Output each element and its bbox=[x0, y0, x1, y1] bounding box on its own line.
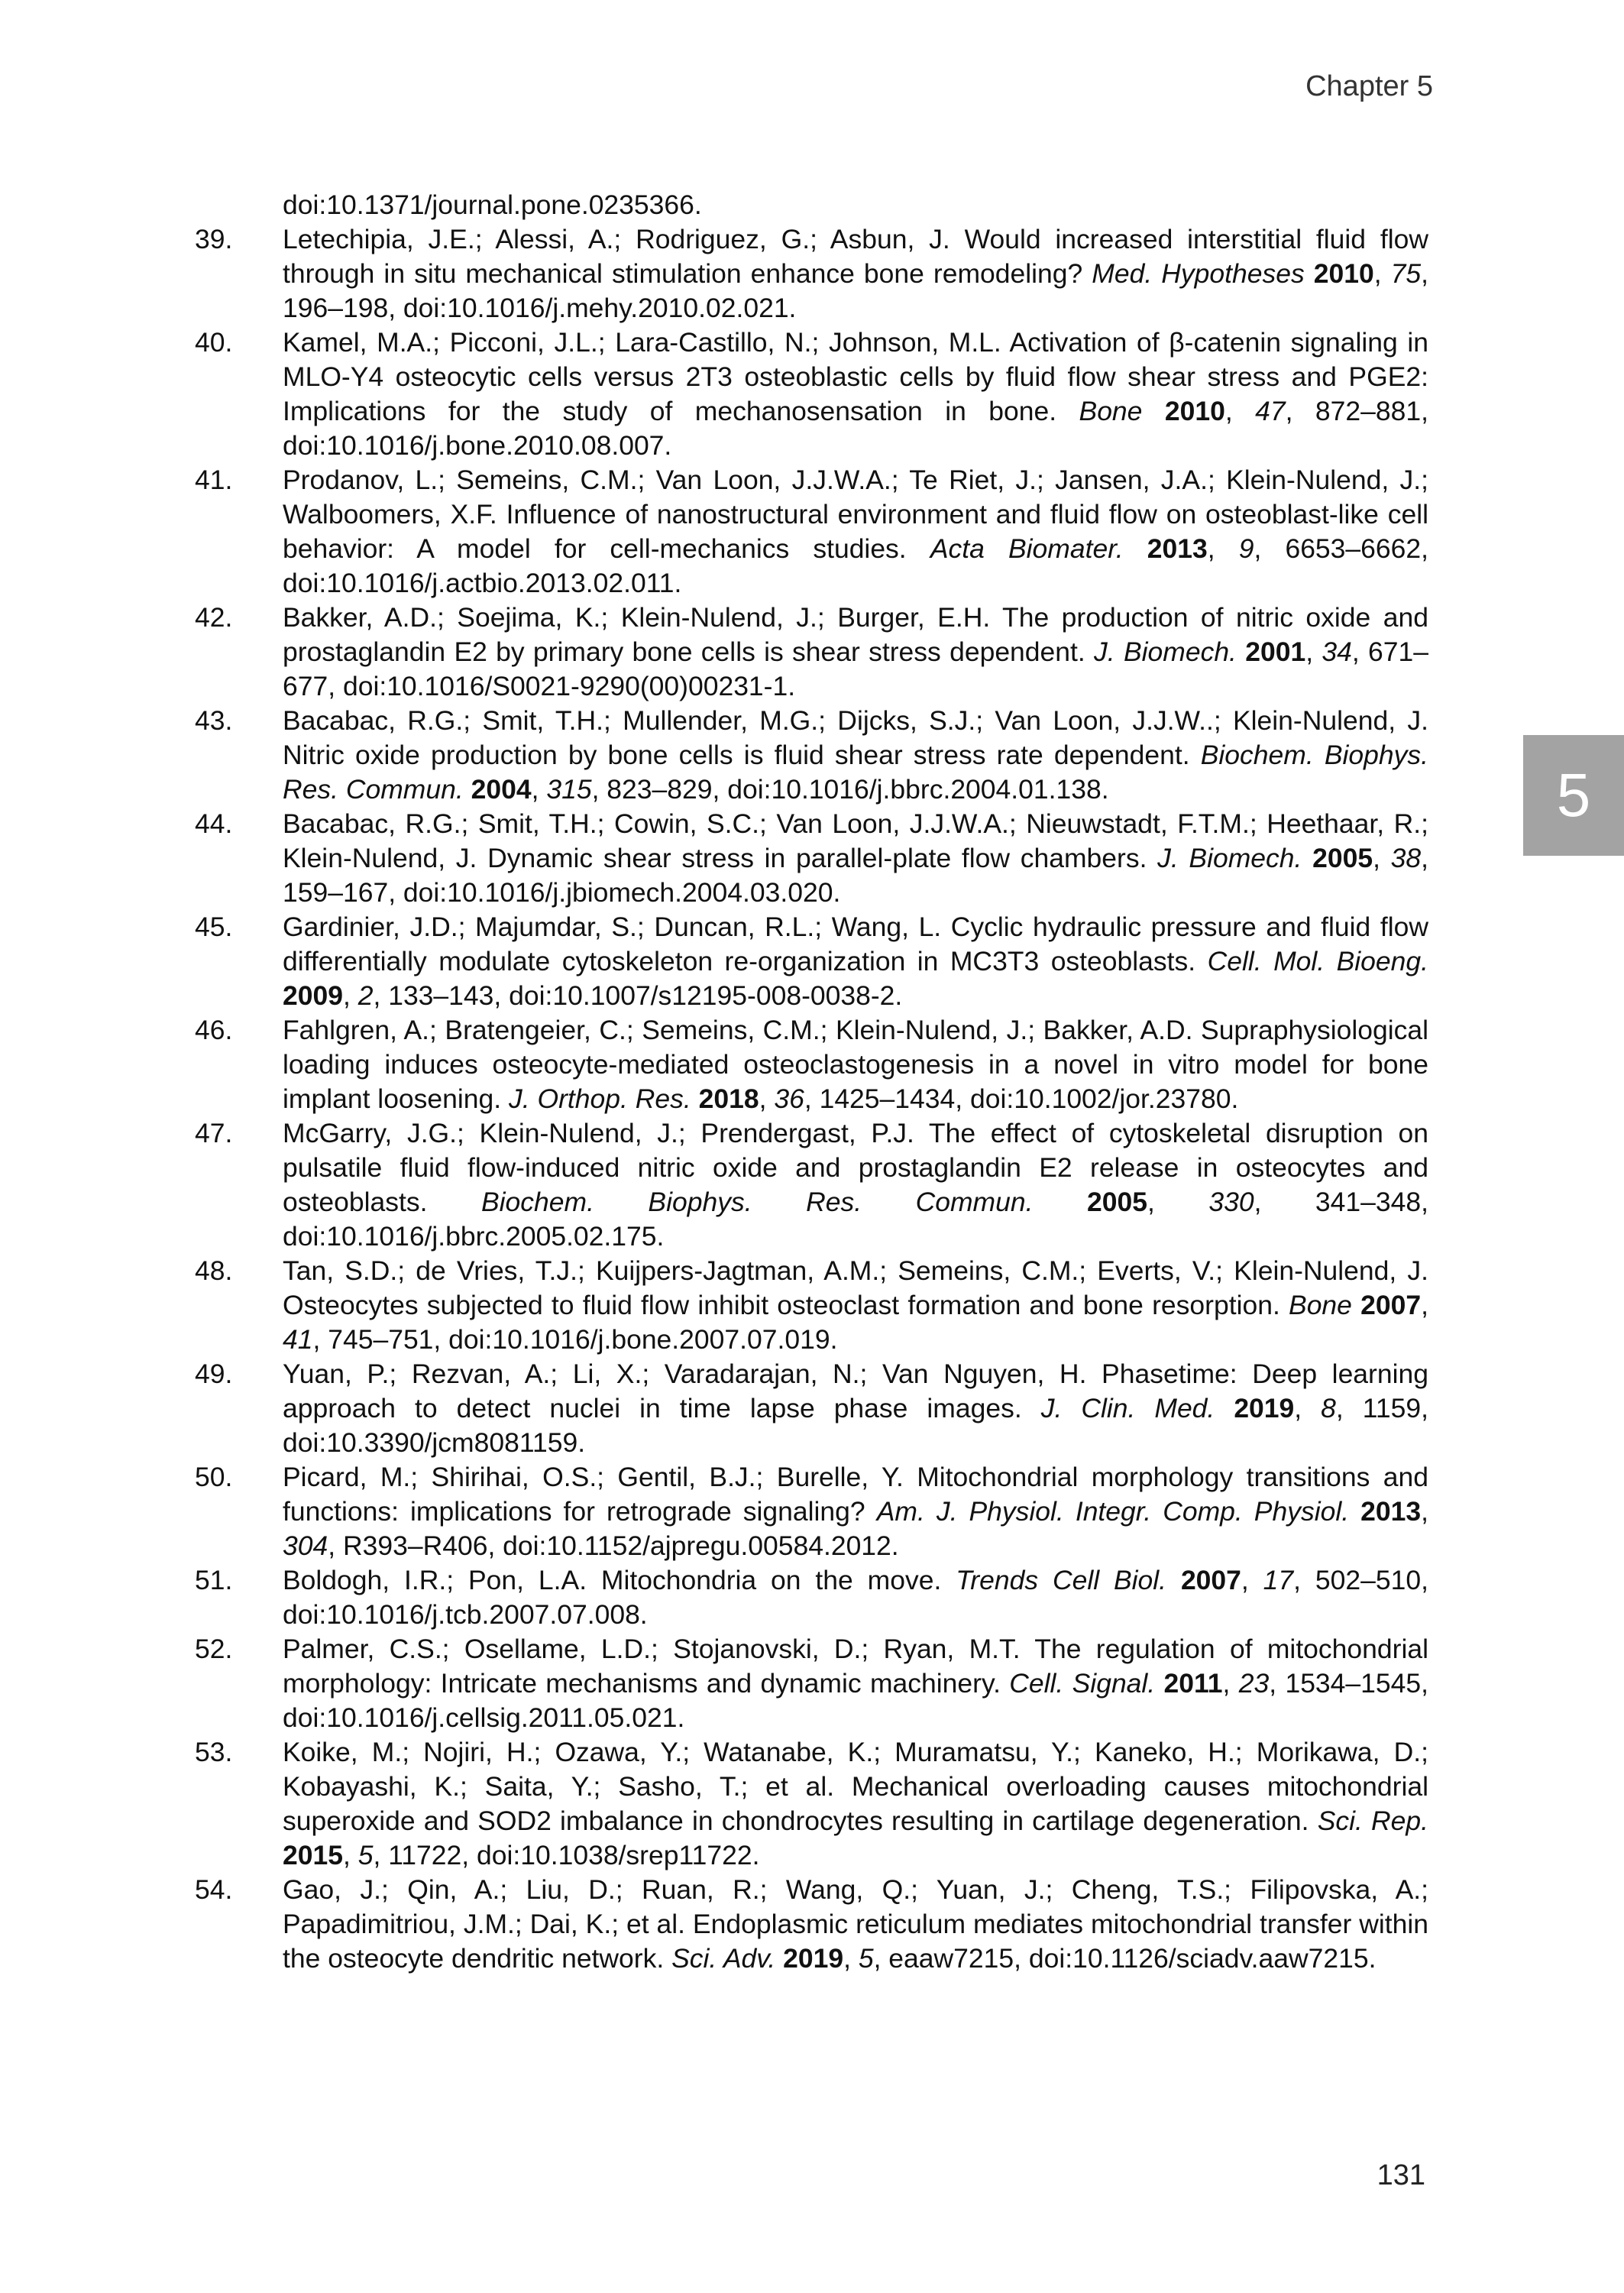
reference-segment: , bbox=[1373, 843, 1391, 873]
reference-item bbox=[195, 1116, 1428, 1254]
reference-item bbox=[195, 1563, 1428, 1632]
journal-name: Biochem. Biophys. Res. Commun. bbox=[283, 740, 1428, 805]
reference-segment: , R393–R406, doi:10.1152/ajpregu.00584.2012. bbox=[328, 1530, 899, 1561]
reference-list bbox=[195, 188, 1428, 1976]
reference-number: 46. bbox=[195, 1015, 233, 1045]
reference-segment: , 671–677, doi:10.1016/S0021-9290(00)00231-1. bbox=[283, 636, 1428, 701]
reference-segment: , 1534–1545, doi:10.1016/j.cellsig.2011.05.021. bbox=[283, 1668, 1428, 1733]
journal-name: Cell. Mol. Bioeng. bbox=[1207, 946, 1428, 976]
reference-segment: , bbox=[1241, 1565, 1263, 1595]
journal-name: 9 bbox=[1238, 533, 1254, 564]
reference-number: 54. bbox=[195, 1874, 233, 1905]
reference-segment: , 823–829, doi:10.1016/j.bbrc.2004.01.138. bbox=[591, 774, 1109, 805]
reference-segment: , bbox=[1421, 1290, 1428, 1320]
journal-name: 34 bbox=[1322, 636, 1352, 667]
reference-number: 49. bbox=[195, 1359, 233, 1389]
journal-name: Med. Hypotheses bbox=[1092, 258, 1305, 289]
reference-segment bbox=[1124, 533, 1147, 564]
reference-segment: Boldogh, I.R.; Pon, L.A. Mitochondria on the move. bbox=[283, 1565, 956, 1595]
journal-name: 315 bbox=[546, 774, 592, 805]
journal-name: 8 bbox=[1321, 1393, 1336, 1423]
reference-segment: , 1159, doi:10.3390/jcm8081159. bbox=[283, 1393, 1428, 1458]
reference-number: 53. bbox=[195, 1737, 233, 1767]
journal-name: J. Biomech. bbox=[1157, 843, 1302, 873]
reference-number: 52. bbox=[195, 1634, 233, 1664]
reference-segment bbox=[1237, 636, 1245, 667]
reference-segment bbox=[464, 774, 471, 805]
reference-segment bbox=[1155, 1668, 1163, 1699]
reference-number: 44. bbox=[195, 808, 233, 839]
journal-name: 304 bbox=[283, 1530, 328, 1561]
reference-segment: , 502–510, doi:10.1016/j.tcb.2007.07.008. bbox=[283, 1565, 1428, 1630]
reference-item bbox=[195, 910, 1428, 1013]
reference-segment: , bbox=[1222, 1668, 1239, 1699]
journal-name: 36 bbox=[774, 1083, 804, 1114]
reference-text bbox=[283, 601, 1428, 704]
reference-item bbox=[195, 463, 1428, 601]
reference-text bbox=[283, 1116, 1428, 1254]
year: 2007 bbox=[1360, 1290, 1422, 1320]
reference-segment bbox=[1352, 1290, 1360, 1320]
reference-item bbox=[195, 807, 1428, 910]
reference-segment: , eaaw7215, doi:10.1126/sciadv.aaw7215. bbox=[873, 1943, 1377, 1974]
reference-number: 45. bbox=[195, 912, 233, 942]
journal-name: 5 bbox=[357, 1840, 374, 1870]
reference-segment: Bakker, A.D.; Soejima, K.; Klein-Nulend, J.; Burger, E.H. The production of nitric oxide and prostaglandin E2 by primary bone cells is shear stress dependent. bbox=[283, 602, 1428, 667]
reference-item bbox=[195, 1735, 1428, 1873]
reference-segment bbox=[1305, 258, 1314, 289]
reference-item bbox=[195, 188, 1428, 222]
reference-segment: , bbox=[1421, 1496, 1428, 1527]
journal-name: 38 bbox=[1390, 843, 1422, 873]
year: 2007 bbox=[1180, 1565, 1241, 1595]
reference-number: 42. bbox=[195, 602, 233, 633]
journal-name: 41 bbox=[283, 1324, 313, 1355]
reference-segment: Tan, S.D.; de Vries, T.J.; Kuijpers-Jagtman, A.M.; Semeins, C.M.; Everts, V.; Klein-Nulend, J. Osteocytes subjected to fluid flow inhibit osteoclast formation and bone resorption. bbox=[283, 1255, 1428, 1320]
journal-name: 23 bbox=[1238, 1668, 1270, 1699]
reference-segment: , bbox=[1294, 1393, 1322, 1423]
reference-segment: Prodanov, L.; Semeins, C.M.; Van Loon, J.J.W.A.; Te Riet, J.; Jansen, J.A.; Klein-Nulend, J.; Walboomers, X.F. Influence of nanostructural environment and fluid flow on osteoblast-like cell behavior: A model for cell-mechanics studies. bbox=[283, 465, 1428, 564]
reference-number bbox=[195, 188, 283, 222]
year: 2013 bbox=[1147, 533, 1208, 564]
running-header: Chapter 5 bbox=[1305, 70, 1433, 102]
reference-item bbox=[195, 704, 1428, 807]
reference-number: 51. bbox=[195, 1565, 233, 1595]
reference-text bbox=[283, 1873, 1428, 1976]
journal-name: Sci. Rep. bbox=[1317, 1806, 1428, 1836]
reference-segment bbox=[1033, 1187, 1087, 1217]
reference-segment: Palmer, C.S.; Osellame, L.D.; Stojanovski, D.; Ryan, M.T. The regulation of mitochondrial morphology: Intricate mechanisms and dynamic machinery. bbox=[283, 1634, 1428, 1699]
reference-item bbox=[195, 1254, 1428, 1357]
reference-text bbox=[283, 1563, 1428, 1632]
reference-segment bbox=[1142, 396, 1164, 426]
reference-number: 41. bbox=[195, 465, 233, 495]
year: 2010 bbox=[1313, 258, 1374, 289]
reference-segment: , 159–167, doi:10.1016/j.jbiomech.2004.03.020. bbox=[283, 843, 1428, 908]
reference-segment bbox=[1349, 1496, 1360, 1527]
reference-segment: Letechipia, J.E.; Alessi, A.; Rodriguez, G.; Asbun, J. Would increased interstitial fluid flow through in situ mechanical stimulation enhance bone remodeling? bbox=[283, 224, 1428, 289]
reference-segment: , bbox=[843, 1943, 859, 1974]
journal-name: Bone bbox=[1079, 396, 1143, 426]
reference-segment: , bbox=[1207, 533, 1239, 564]
reference-text bbox=[283, 1460, 1428, 1563]
journal-name: J. Biomech. bbox=[1094, 636, 1237, 667]
reference-item bbox=[195, 1357, 1428, 1460]
reference-text bbox=[283, 1013, 1428, 1116]
reference-number: 47. bbox=[195, 1118, 233, 1148]
journal-name: J. Clin. Med. bbox=[1040, 1393, 1215, 1423]
reference-item bbox=[195, 1460, 1428, 1563]
reference-segment: , bbox=[531, 774, 547, 805]
reference-segment: , bbox=[1305, 636, 1322, 667]
reference-text bbox=[283, 1357, 1428, 1460]
reference-text bbox=[283, 188, 1428, 222]
reference-segment bbox=[691, 1083, 699, 1114]
year: 2009 bbox=[283, 980, 343, 1011]
year: 2011 bbox=[1163, 1668, 1223, 1699]
reference-segment: Bacabac, R.G.; Smit, T.H.; Cowin, S.C.; Van Loon, J.J.W.A.; Nieuwstadt, F.T.M.; Heethaar, R.; Klein-Nulend, J. Dynamic shear stress in parallel-plate flow chambers. bbox=[283, 808, 1428, 873]
reference-segment bbox=[1302, 843, 1312, 873]
year: 2010 bbox=[1164, 396, 1225, 426]
reference-item bbox=[195, 1013, 1428, 1116]
journal-name: Am. J. Physiol. Integr. Comp. Physiol. bbox=[876, 1496, 1350, 1527]
reference-text bbox=[283, 910, 1428, 1013]
reference-segment: , bbox=[759, 1083, 775, 1114]
reference-segment bbox=[1166, 1565, 1181, 1595]
reference-segment: McGarry, J.G.; Klein-Nulend, J.; Prendergast, P.J. The effect of cytoskeletal disruption on pulsatile fluid flow-induced nitric oxide and prostaglandin E2 release in osteocytes and osteoblasts. bbox=[283, 1118, 1428, 1217]
reference-segment: , 745–751, doi:10.1016/j.bone.2007.07.019. bbox=[312, 1324, 838, 1355]
reference-item bbox=[195, 222, 1428, 325]
reference-text bbox=[283, 1632, 1428, 1735]
journal-name: Biochem. Biophys. Res. Commun. bbox=[480, 1187, 1034, 1217]
reference-text bbox=[283, 1254, 1428, 1357]
journal-name: 5 bbox=[858, 1943, 874, 1974]
reference-segment: Fahlgren, A.; Bratengeier, C.; Semeins, C.M.; Klein-Nulend, J.; Bakker, A.D. Supraphysiological loading induces osteocyte-mediated osteoclastogenesis in a novel in vitro model for bone implant loosening. bbox=[283, 1015, 1428, 1114]
reference-number: 48. bbox=[195, 1255, 233, 1286]
reference-segment: , 1425–1434, doi:10.1002/jor.23780. bbox=[804, 1083, 1239, 1114]
year: 2019 bbox=[783, 1943, 844, 1974]
reference-text bbox=[283, 1735, 1428, 1873]
reference-text bbox=[283, 704, 1428, 807]
reference-segment: , 11722, doi:10.1038/srep11722. bbox=[373, 1840, 760, 1870]
journal-name: Sci. Adv. bbox=[671, 1943, 776, 1974]
year: 2005 bbox=[1086, 1187, 1147, 1217]
journal-name: 47 bbox=[1255, 396, 1286, 426]
journal-name: 75 bbox=[1390, 258, 1422, 289]
year: 2005 bbox=[1312, 843, 1373, 873]
reference-segment bbox=[1215, 1393, 1234, 1423]
reference-text bbox=[283, 463, 1428, 601]
reference-text bbox=[283, 325, 1428, 463]
reference-text bbox=[283, 807, 1428, 910]
reference-number: 43. bbox=[195, 705, 233, 736]
reference-segment: , bbox=[342, 1840, 358, 1870]
journal-name: 2 bbox=[357, 980, 374, 1011]
reference-text bbox=[283, 222, 1428, 325]
journal-name: Trends Cell Biol. bbox=[956, 1565, 1167, 1595]
reference-segment: , bbox=[342, 980, 358, 1011]
journal-name: J. Orthop. Res. bbox=[509, 1083, 691, 1114]
reference-segment: , 6653–6662, doi:10.1016/j.actbio.2013.02.011. bbox=[283, 533, 1428, 598]
reference-item bbox=[195, 325, 1428, 463]
journal-name: 17 bbox=[1263, 1565, 1294, 1595]
reference-segment: , bbox=[1224, 396, 1256, 426]
year: 2019 bbox=[1234, 1393, 1295, 1423]
reference-segment: Koike, M.; Nojiri, H.; Ozawa, Y.; Watanabe, K.; Muramatsu, Y.; Kaneko, H.; Morikawa, D.; Kobayashi, K.; Saita, Y.; Sasho, T.; et al. Mechanical overloading causes mitochondrial superoxide and SOD2 imbalance in chondrocytes resulting in cartilage degeneration. bbox=[283, 1737, 1428, 1836]
reference-segment: doi:10.1371/journal.pone.0235366. bbox=[283, 189, 702, 220]
reference-segment: , 872–881, doi:10.1016/j.bone.2010.08.007. bbox=[283, 396, 1428, 461]
reference-item bbox=[195, 1873, 1428, 1976]
reference-segment: , 196–198, doi:10.1016/j.mehy.2010.02.021. bbox=[283, 258, 1428, 323]
journal-name: Cell. Signal. bbox=[1009, 1668, 1156, 1699]
year: 2004 bbox=[471, 774, 532, 805]
reference-segment: , bbox=[1147, 1187, 1209, 1217]
reference-segment: Yuan, P.; Rezvan, A.; Li, X.; Varadarajan, N.; Van Nguyen, H. Phasetime: Deep learning approach to detect nuclei in time lapse phase images. bbox=[283, 1359, 1428, 1423]
journal-name: 330 bbox=[1208, 1187, 1254, 1217]
journal-name: Acta Biomater. bbox=[930, 533, 1124, 564]
reference-number: 40. bbox=[195, 327, 233, 358]
reference-number: 50. bbox=[195, 1462, 233, 1492]
reference-segment bbox=[775, 1943, 783, 1974]
year: 2015 bbox=[283, 1840, 343, 1870]
chapter-tab: 5 bbox=[1523, 735, 1624, 856]
year: 2001 bbox=[1245, 636, 1306, 667]
year: 2018 bbox=[698, 1083, 759, 1114]
reference-segment: Gao, J.; Qin, A.; Liu, D.; Ruan, R.; Wang, Q.; Yuan, J.; Cheng, T.S.; Filipovska, A.; Papadimitriou, J.M.; Dai, K.; et al. Endoplasmic reticulum mediates mitochondrial transfer within the osteocyte dendritic network. bbox=[283, 1874, 1428, 1974]
reference-item bbox=[195, 601, 1428, 704]
reference-segment: Gardinier, J.D.; Majumdar, S.; Duncan, R.L.; Wang, L. Cyclic hydraulic pressure and fluid flow differentially modulate cytoskeleton re-organization in MC3T3 osteoblasts. bbox=[283, 912, 1428, 976]
reference-segment: Picard, M.; Shirihai, O.S.; Gentil, B.J.; Burelle, Y. Mitochondrial morphology transitions and functions: implications for retrograde signaling? bbox=[283, 1462, 1428, 1527]
page-number: 131 bbox=[1377, 2159, 1425, 2191]
reference-item bbox=[195, 1632, 1428, 1735]
reference-segment: Kamel, M.A.; Picconi, J.L.; Lara-Castillo, N.; Johnson, M.L. Activation of β-catenin signaling in MLO-Y4 osteocytic cells versus 2T3 osteoblastic cells by fluid flow shear stress and PGE2: Implications for the study of mechanosensation in bone. bbox=[283, 327, 1428, 426]
reference-segment: , bbox=[1373, 258, 1391, 289]
reference-segment: , 133–143, doi:10.1007/s12195-008-0038-2. bbox=[373, 980, 903, 1011]
reference-number: 39. bbox=[195, 224, 233, 254]
reference-segment: Bacabac, R.G.; Smit, T.H.; Mullender, M.G.; Dijcks, S.J.; Van Loon, J.J.W..; Klein-Nulend, J. Nitric oxide production by bone cells is fluid shear stress rate dependent. bbox=[283, 705, 1428, 770]
year: 2013 bbox=[1360, 1496, 1422, 1527]
journal-name: Bone bbox=[1289, 1290, 1352, 1320]
reference-segment: , 341–348, doi:10.1016/j.bbrc.2005.02.175. bbox=[283, 1187, 1428, 1252]
